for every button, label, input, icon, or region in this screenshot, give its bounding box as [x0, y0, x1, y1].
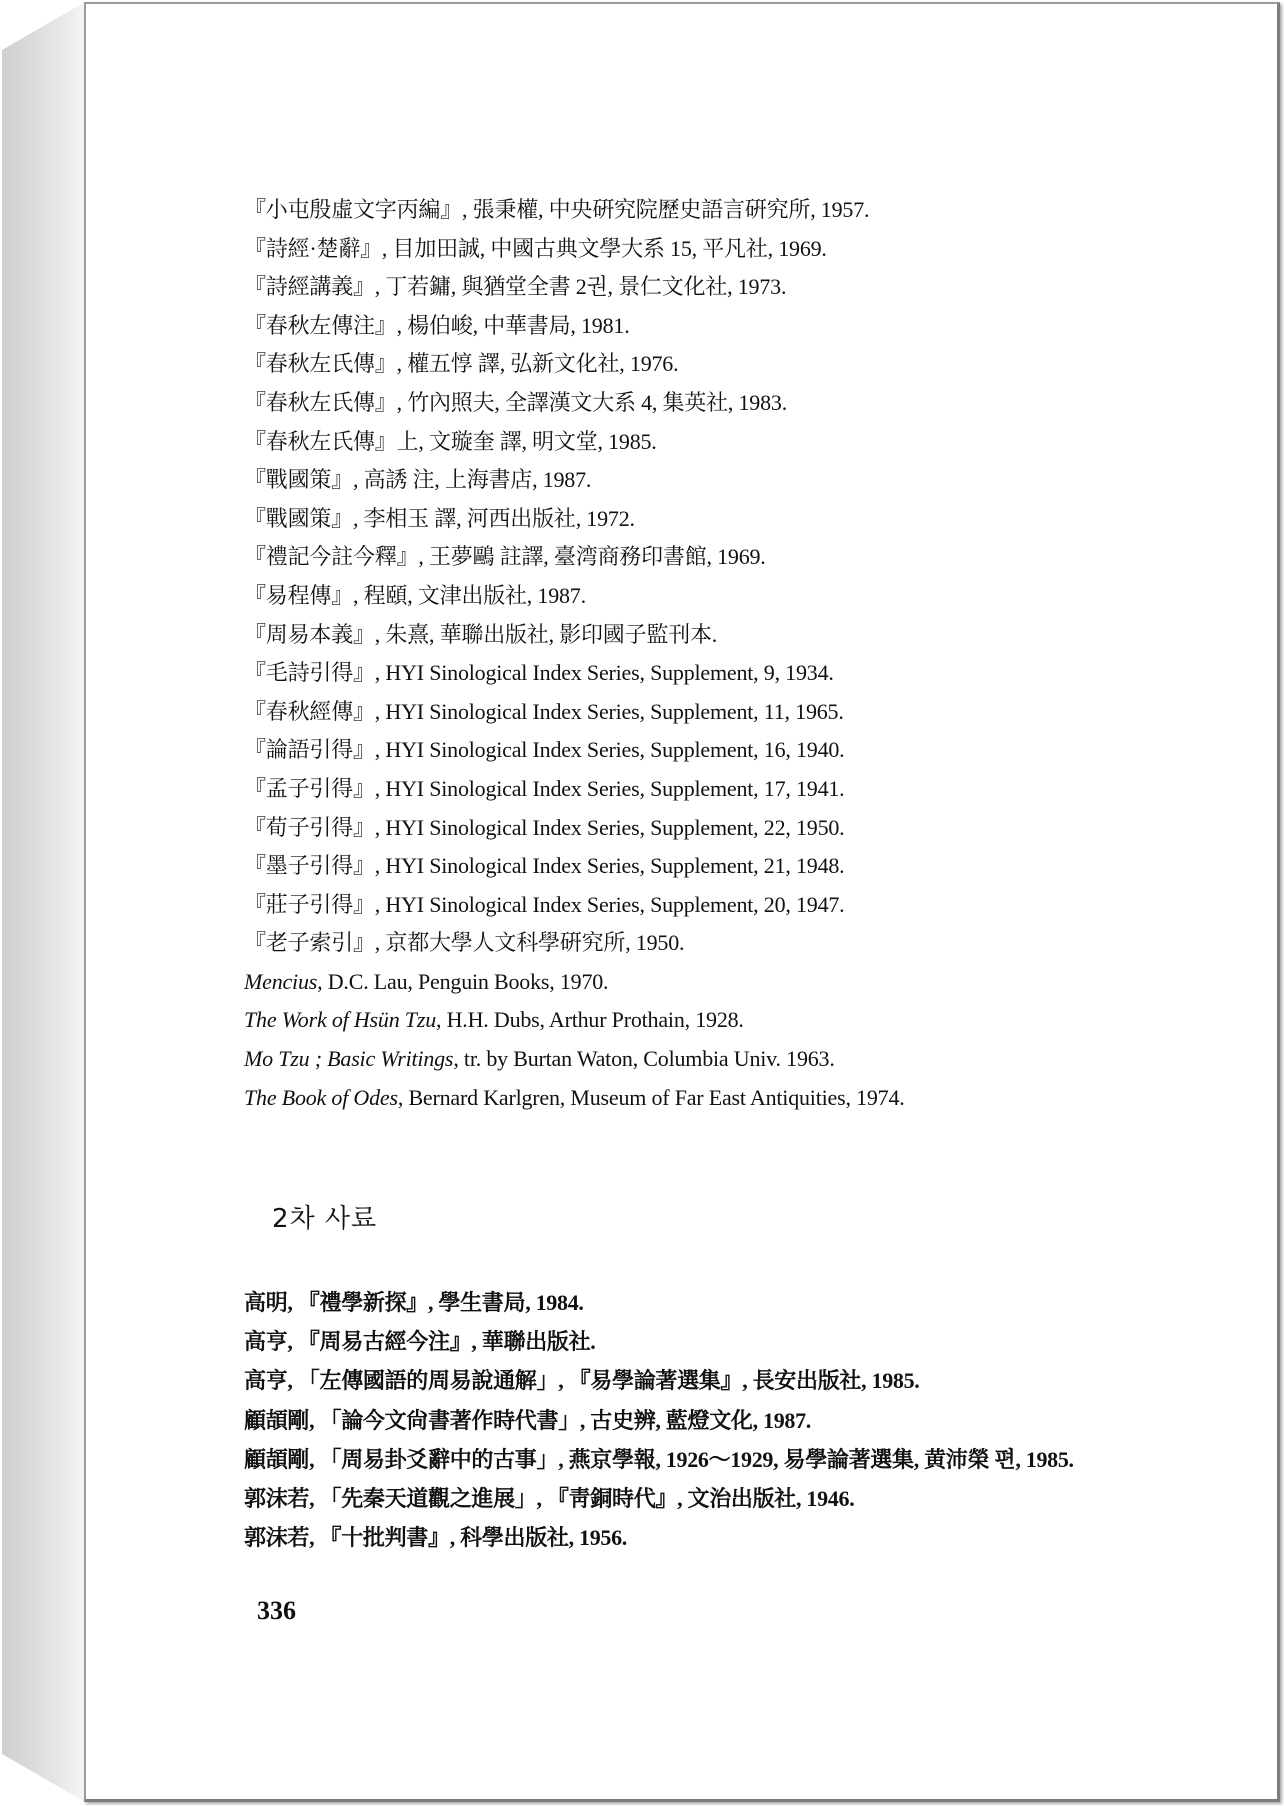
bibliography-entry — [244, 423, 1204, 462]
bibliography-entry — [244, 963, 1204, 1002]
entry-title: Mencius — [244, 968, 318, 994]
primary-sources-list — [244, 191, 1204, 1117]
entry-text: 『毛詩引得』, HYI Sinological Index Series, Supplement, 9, 1934. — [244, 660, 834, 686]
entry-text: 『易程傳』, 程頤, 文津出版社, 1987. — [244, 582, 586, 608]
bibliography-entry — [244, 191, 1204, 230]
bibliography-entry — [244, 924, 1204, 963]
entry-text: 『論語引得』, HYI Sinological Index Series, Supplement, 16, 1940. — [244, 737, 845, 763]
bibliography-entry — [244, 731, 1204, 770]
bibliography-entry: 高亨, 「左傳國語的周易說通解」, 『易學論著選集』, 長安出版社, 1985. — [244, 1368, 920, 1394]
bibliography-entry — [244, 577, 1204, 616]
entry-text: 『戰國策』, 高誘 注, 上海書店, 1987. — [244, 467, 592, 493]
bibliography-entry: 郭沫若, 「先秦天道觀之進展」, 『靑銅時代』, 文治出版社, 1946. — [244, 1485, 855, 1511]
bibliography-entry — [244, 500, 1204, 539]
bibliography-entry — [244, 770, 1204, 809]
bibliography-entry — [244, 461, 1204, 500]
bibliography-entry — [244, 538, 1204, 577]
bibliography-entry — [244, 384, 1204, 423]
page-number: 336 — [257, 1596, 296, 1625]
entry-text: 『詩經·楚辭』, 目加田誠, 中國古典文學大系 15, 平凡社, 1969. — [244, 235, 827, 261]
bibliography-entry: 郭沫若, 『十批判書』, 科學出版社, 1956. — [244, 1525, 628, 1551]
entry-text: 『春秋左氏傳』, 權五惇 譯, 弘新文化社, 1976. — [244, 351, 679, 377]
entry-text: 『小屯殷虛文字丙編』, 張秉權, 中央硏究院歷史語言硏究所, 1957. — [244, 197, 870, 222]
section-heading: 2차 사료 — [272, 1204, 378, 1234]
bibliography-entry — [244, 809, 1204, 848]
entry-text: 『春秋左氏傳』, 竹內照夫, 全譯漢文大系 4, 集英社, 1983. — [244, 389, 788, 415]
bibliography-entry — [244, 654, 1204, 693]
bibliography-entry — [244, 847, 1204, 886]
book-spine — [2, 2, 85, 1802]
bibliography-entry: 高亨, 『周易古經今注』, 華聯出版社. — [244, 1329, 596, 1355]
entry-title: The Book of Odes — [244, 1084, 398, 1110]
bibliography-entry — [244, 886, 1204, 925]
bibliography-entry — [244, 307, 1204, 346]
entry-text: 『春秋經傳』, HYI Sinological Index Series, Supplement, 11, 1965. — [244, 698, 844, 724]
entry-text: 『春秋左氏傳』上, 文璇奎 譯, 明文堂, 1985. — [244, 428, 657, 454]
bibliography-entry — [244, 230, 1204, 269]
entry-text: 『戰國策』, 李相玉 譯, 河西出版社, 1972. — [244, 505, 635, 531]
bibliography-entry — [244, 693, 1204, 732]
entry-title: Mo Tzu ; Basic Writings — [244, 1046, 454, 1072]
bibliography-entry: 顧頡剛, 「論今文尙書著作時代書」, 古史辨, 藍燈文化, 1987. — [244, 1407, 812, 1433]
entry-text: 『春秋左傳注』, 楊伯峻, 中華書局, 1981. — [244, 312, 630, 338]
entry-text: 『老子索引』, 京都大學人文科學硏究所, 1950. — [244, 930, 685, 956]
secondary-sources-list — [244, 1283, 1204, 1557]
bibliography-entry — [244, 268, 1204, 307]
entry-text: 『荀子引得』, HYI Sinological Index Series, Supplement, 22, 1950. — [244, 814, 845, 840]
bibliography-entry — [244, 1079, 1204, 1118]
entry-text: , Bernard Karlgren, Museum of Far East Antiquities, 1974. — [397, 1084, 905, 1110]
entry-text: 『詩經講義』, 丁若鏞, 與猶堂全書 2권, 景仁文化社, 1973. — [244, 274, 787, 300]
entry-text: , H.H. Dubs, Arthur Prothain, 1928. — [436, 1007, 744, 1033]
bibliography-entry — [244, 1040, 1204, 1079]
entry-text: , D.C. Lau, Penguin Books, 1970. — [317, 968, 609, 994]
entry-title: The Work of Hsün Tzu — [244, 1007, 436, 1033]
bibliography-entry — [244, 345, 1204, 384]
bibliography-entry: 顧頡剛, 「周易卦爻辭中的古事」, 燕京學報, 1926～1929, 易學論著選集, 黄沛榮 편, 1985. — [244, 1446, 1074, 1472]
entry-text: 『禮記今註今釋』, 王夢鷗 註譯, 臺湾商務印書館, 1969. — [244, 544, 766, 570]
bibliography-entry — [244, 616, 1204, 655]
bibliography-entry — [244, 1001, 1204, 1040]
entry-text: 『孟子引得』, HYI Sinological Index Series, Supplement, 17, 1941. — [244, 775, 845, 801]
entry-text: 『周易本義』, 朱熹, 華聯出版社, 影印國子監刊本. — [244, 621, 718, 647]
bibliography-entry: 高明, 『禮學新探』, 學生書局, 1984. — [244, 1290, 584, 1315]
entry-text: 『墨子引得』, HYI Sinological Index Series, Supplement, 21, 1948. — [244, 853, 845, 879]
entry-text: , tr. by Burtan Waton, Columbia Univ. 1963. — [453, 1046, 835, 1072]
entry-text: 『莊子引得』, HYI Sinological Index Series, Supplement, 20, 1947. — [244, 891, 845, 917]
